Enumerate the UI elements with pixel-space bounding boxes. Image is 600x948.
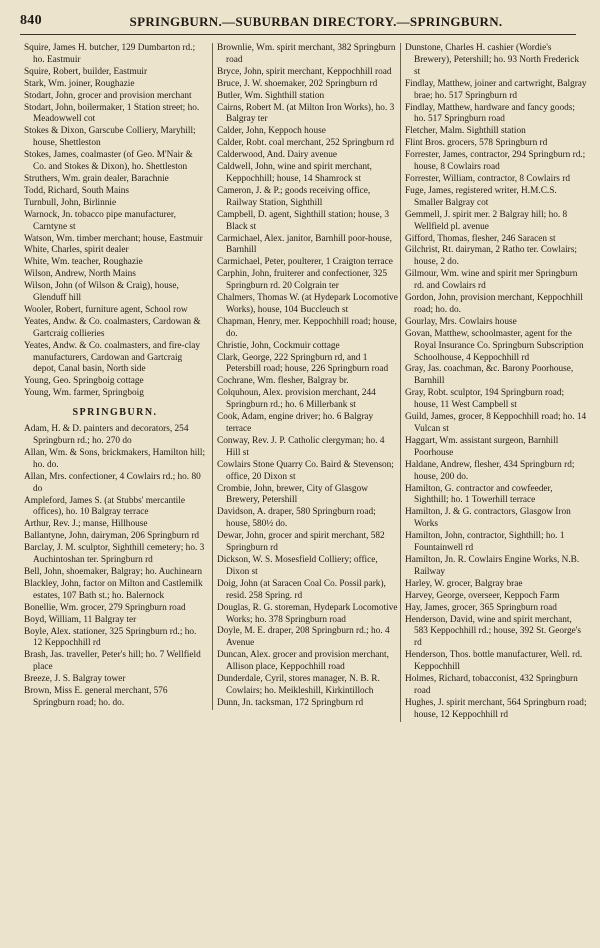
directory-entry: Fuge, James, registered writer, H.M.C.S. Smaller Balgray cot bbox=[405, 185, 557, 208]
page-number: 840 bbox=[20, 13, 42, 28]
directory-entry: Dewar, John, grocer and spirit merchant, 582 Springburn rd bbox=[217, 531, 385, 554]
directory-entry: Stark, Wm. joiner, Roughazie bbox=[24, 78, 135, 89]
directory-entry: Carmichael, Alex. janitor, Barnhill poor-house, Barnhill bbox=[217, 233, 393, 256]
directory-entry: Hughes, J. spirit merchant, 564 Springburn road; house, 12 Keppochhill rd bbox=[405, 697, 587, 720]
directory-entry: Wilson, Andrew, North Mains bbox=[24, 269, 136, 280]
directory-entry: Carmichael, Peter, poulterer, 1 Craigton terrace bbox=[217, 257, 393, 268]
directory-entry: Blackley, John, factor on Milton and Castlemilk estates, 107 Bath st.; ho. Balernock bbox=[24, 578, 203, 601]
directory-entry: Stokes & Dixon, Garscube Colliery, Maryhill; house, Shettleston bbox=[24, 126, 196, 149]
directory-entry: Calder, Robt. coal merchant, 252 Springburn rd bbox=[217, 138, 395, 149]
directory-entry: Gemmell, J. spirit mer. 2 Balgray hill; ho. 8 Wellfield pl. avenue bbox=[405, 209, 568, 232]
running-title: SPRINGBURN.—SUBURBAN DIRECTORY.—SPRINGBURN. bbox=[129, 14, 503, 29]
directory-entry: Young, Geo. Springboig cottage bbox=[24, 376, 144, 387]
directory-entry: Wooler, Robert, furniture agent, School row bbox=[24, 304, 188, 315]
directory-entry: Chalmers, Thomas W. (at Hydepark Locomotive Works), house, 104 Buccleuch st bbox=[217, 293, 398, 315]
column-2-entries bbox=[217, 43, 399, 710]
directory-entry: Duncan, Alex. grocer and provision merchant, Allison place, Keppochhill road bbox=[217, 650, 389, 673]
column-1-entries-after bbox=[24, 424, 206, 710]
directory-entry: Bruce, J. W. shoemaker, 202 Springburn rd bbox=[217, 78, 378, 89]
directory-entry: Chapman, Henry, mer. Keppochhill road; house, do. bbox=[217, 316, 397, 339]
directory-entry: Dunstone, Charles H. cashier (Wordie's Brewery), Petershill; ho. 93 North Frederick st bbox=[405, 43, 579, 77]
directory-entry: Ballantyne, John, dairyman, 206 Springburn rd bbox=[24, 531, 200, 542]
directory-entry: Dunderdale, Cyril, stores manager, N. B. R. Cowlairs; ho. Meikleshill, Kirkintilloch bbox=[217, 674, 380, 696]
directory-entry: White, Charles, spirit dealer bbox=[24, 245, 129, 256]
directory-entry: Yeates, Andw. & Co. coalmasters, and fire-clay manufacturers, Cardowan and Gartcraig depot, Canal basin, North side bbox=[24, 340, 201, 375]
directory-entry: Davidson, A. draper, 580 Springburn road; house, 580½ do. bbox=[217, 507, 376, 530]
directory-entry: Colquhoun, Alex. provision merchant, 244 Springburn rd.; ho. 6 Millerbank st bbox=[217, 388, 376, 411]
directory-entry: Gifford, Thomas, flesher, 246 Saracen st bbox=[405, 233, 556, 244]
directory-entry: Flint Bros. grocers, 578 Springburn rd bbox=[405, 138, 548, 149]
directory-entry: Butler, Wm. Sighthill station bbox=[217, 90, 325, 101]
directory-entry: Holmes, Richard, tobacconist, 432 Springburn road bbox=[405, 674, 578, 696]
directory-entry: Allan, Wm. & Sons, brickmakers, Hamilton hill; ho. do. bbox=[24, 447, 206, 470]
directory-entry: Conway, Rev. J. P. Catholic clergyman; ho. 4 Hill st bbox=[217, 435, 385, 458]
directory-entry: Guild, James, grocer, 8 Keppochhill road; ho. 14 Vulcan st bbox=[405, 412, 587, 434]
directory-entry: Turnbull, John, Birlinnie bbox=[24, 197, 117, 208]
directory-entry: Bryce, John, spirit merchant, Keppochhill road bbox=[217, 66, 392, 77]
directory-entry: Gordon, John, provision merchant, Keppochhill road; ho. do. bbox=[405, 293, 583, 315]
directory-entry: Stodart, John, boilermaker, 1 Station street; ho. Meadowwell cot bbox=[24, 102, 200, 125]
directory-entry: Henderson, Thos. bottle manufacturer, Well. rd. Keppochhill bbox=[405, 650, 583, 673]
directory-entry: Calderwood, And. Dairy avenue bbox=[217, 150, 338, 161]
directory-entry: Arthur, Rev. J.; manse, Hillhouse bbox=[24, 519, 148, 530]
directory-entry: Douglas, R. G. storeman, Hydepark Locomotive Works; ho. 378 Springburn road bbox=[217, 602, 398, 625]
directory-entry: Govan, Matthew, schoolmaster, agent for the Royal Insurance Co. Springburn Subscription Schoolhouse, 4 Keppochhill rd bbox=[405, 328, 584, 363]
directory-entry: Gray, Robt. sculptor, 194 Springburn road; house, 11 West Campbell st bbox=[405, 388, 565, 411]
directory-entry: Carphin, John, fruiterer and confectioner, 325 Springburn rd. 20 Colgrain ter bbox=[217, 269, 388, 292]
directory-entry: Cochrane, Wm. flesher, Balgray br. bbox=[217, 376, 349, 387]
column-1-entries bbox=[24, 43, 206, 400]
directory-entry: Cairns, Robert M. (at Milton Iron Works), ho. 3 Balgray ter bbox=[217, 102, 395, 125]
directory-entry: Crombie, John, brewer, City of Glasgow Brewery, Petershill bbox=[217, 483, 368, 506]
directory-entry: Haggart, Wm. assistant surgeon, Barnhill Poorhouse bbox=[405, 435, 559, 458]
directory-entry: Caldwell, John, wine and spirit merchant, Keppochhill; house, 14 Shamrock st bbox=[217, 162, 372, 184]
directory-entry: Dunn, Jn. tacksman, 172 Springburn rd bbox=[217, 697, 364, 708]
directory-entry: Hamilton, Jn. R. Cowlairs Engine Works, N.B. Railway bbox=[405, 554, 580, 577]
directory-entry: Squire, Robert, builder, Eastmuir bbox=[24, 66, 148, 77]
directory-entry: Wilson, John (of Wilson & Craig), house, Glenduff hill bbox=[24, 281, 179, 304]
directory-entry: Gourlay, Mrs. Cowlairs house bbox=[405, 316, 517, 327]
section-heading: SPRINGBURN. bbox=[72, 407, 158, 419]
directory-entry: Fletcher, Malm. Sighthill station bbox=[405, 126, 526, 137]
directory-entry: Forrester, William, contractor, 8 Cowlairs rd bbox=[405, 173, 570, 184]
directory-entry: Struthers, Wm. grain dealer, Barachnie bbox=[24, 173, 169, 184]
directory-entry: Hamilton, John, contractor, Sighthill; ho. 1 Fountainwell rd bbox=[405, 531, 565, 554]
directory-entry: Gilchrist, Rt. dairyman, 2 Ratho ter. Cowlairs; house, 2 do. bbox=[405, 245, 577, 268]
directory-entry: Findlay, Matthew, hardware and fancy goods; ho. 517 Springburn road bbox=[405, 102, 575, 125]
directory-entry: Breeze, J. S. Balgray tower bbox=[24, 674, 126, 685]
directory-entry: Christie, John, Cockmuir cottage bbox=[217, 340, 340, 351]
directory-entry: Harley, W. grocer, Balgray brae bbox=[405, 578, 523, 589]
column-1 bbox=[24, 43, 206, 710]
directory-entry: Squire, James H. butcher, 129 Dumbarton rd.; ho. Eastmuir bbox=[24, 43, 196, 65]
directory-entry: Gilmour, Wm. wine and spirit mer Springburn rd. and Cowlairs rd bbox=[405, 269, 578, 292]
directory-entry: Brash, Jas. traveller, Peter's hill; ho. 7 Wellfield place bbox=[24, 650, 201, 673]
directory-entry: Watson, Wm. timber merchant; house, Eastmuir bbox=[24, 233, 203, 244]
directory-entry: Haldane, Andrew, flesher, 434 Springburn rd; house, 200 do. bbox=[405, 459, 575, 482]
directory-entry: Findlay, Matthew, joiner and cartwright, Balgray brae; ho. 517 Springburn rd bbox=[405, 78, 587, 101]
directory-entry: Hamilton, G. contractor and cowfeeder, Sighthill; ho. 1 Towerhill terrace bbox=[405, 483, 553, 506]
directory-entry: Stodart, John, grocer and provision merchant bbox=[24, 90, 192, 101]
directory-entry: Yeates, Andw. & Co. coalmasters, Cardowan & Gartcraig collieries bbox=[24, 316, 201, 339]
directory-entry: Warnock, Jn. tobacco pipe manufacturer, Carntyne st bbox=[24, 209, 176, 232]
directory-entry: Boyd, William, 11 Balgray ter bbox=[24, 614, 137, 625]
column-3-entries bbox=[405, 43, 587, 722]
directory-entry: Henderson, David, wine and spirit merchant, 583 Keppochhill rd.; house, 392 St. George's rd bbox=[405, 614, 582, 649]
column-2 bbox=[212, 43, 399, 710]
header-rule bbox=[20, 34, 576, 35]
directory-entry: Gray, Jas. coachman, &c. Barony Poorhouse, Barnhill bbox=[405, 364, 574, 387]
directory-entry: Clark, George, 222 Springburn rd, and 1 Petersbill road; house, 226 Springburn road bbox=[217, 352, 389, 375]
directory-entry: Hay, James, grocer, 365 Springburn road bbox=[405, 602, 557, 613]
directory-entry: Brownlie, Wm. spirit merchant, 382 Springburn road bbox=[217, 43, 396, 65]
directory-entry: Brown, Miss E. general merchant, 576 Springburn road; ho. do. bbox=[24, 686, 168, 708]
directory-entry: Stokes, James, coalmaster (of Geo. M'Nair & Co. and Stokes & Dixon), ho. Shettleston bbox=[24, 150, 193, 173]
directory-entry: Calder, John, Keppoch house bbox=[217, 126, 326, 137]
directory-entry: Harvey, George, overseer, Keppoch Farm bbox=[405, 590, 560, 601]
directory-entry: Campbell, D. agent, Sighthill station; house, 3 Black st bbox=[217, 209, 389, 232]
directory-entry: Adam, H. & D. painters and decorators, 254 Springburn rd.; ho. 270 do bbox=[24, 424, 189, 446]
directory-entry: Ampleford, James S. (at Stubbs' mercantile offices), ho. 10 Balgray terrace bbox=[24, 495, 185, 518]
directory-entry: Doig, John (at Saracen Coal Co. Possil park), resid. 258 Spring. rd bbox=[217, 578, 386, 601]
directory-entry: Bonellie, Wm. grocer, 279 Springburn road bbox=[24, 602, 186, 613]
directory-entry: Cameron, J. & P.; goods receiving office, Railway Station, Sighthill bbox=[217, 185, 371, 208]
directory-entry: Boyle, Alex. stationer, 325 Springburn rd.; ho. 12 Keppochhill rd bbox=[24, 626, 197, 649]
directory-entry: Dickson, W. S. Mosesfield Colliery; office, Dixon st bbox=[217, 554, 378, 577]
directory-entry: Young, Wm. farmer, Springboig bbox=[24, 388, 144, 399]
directory-entry: Barclay, J. M. sculptor, Sighthill cemetery; ho. 3 Auchintoshan ter. Springburn rd bbox=[24, 543, 205, 566]
directory-entry: Cowlairs Stone Quarry Co. Baird & Stevenson; office, 20 Dixon st bbox=[217, 459, 394, 482]
column-3 bbox=[400, 43, 587, 722]
directory-entry: Forrester, James, contractor, 294 Springburn rd.; house, 8 Cowlairs road bbox=[405, 150, 586, 173]
directory-entry: Bell, John, shoemaker, Balgray; ho. Auchinearn bbox=[24, 566, 203, 577]
page-header bbox=[20, 13, 576, 29]
directory-entry: White, Wm. teacher, Roughazie bbox=[24, 257, 143, 268]
directory-entry: Doyle, M. E. draper, 208 Springburn rd.; ho. 4 Avenue bbox=[217, 626, 390, 649]
directory-entry: Hamilton, J. & G. contractors, Glasgow Iron Works bbox=[405, 507, 571, 530]
directory-entry: Todd, Richard, South Mains bbox=[24, 185, 129, 196]
directory-entry: Cook, Adam, engine driver; ho. 6 Balgray terrace bbox=[217, 412, 374, 434]
directory-entry: Allan, Mrs. confectioner, 4 Cowlairs rd.; ho. 80 do bbox=[24, 471, 201, 494]
